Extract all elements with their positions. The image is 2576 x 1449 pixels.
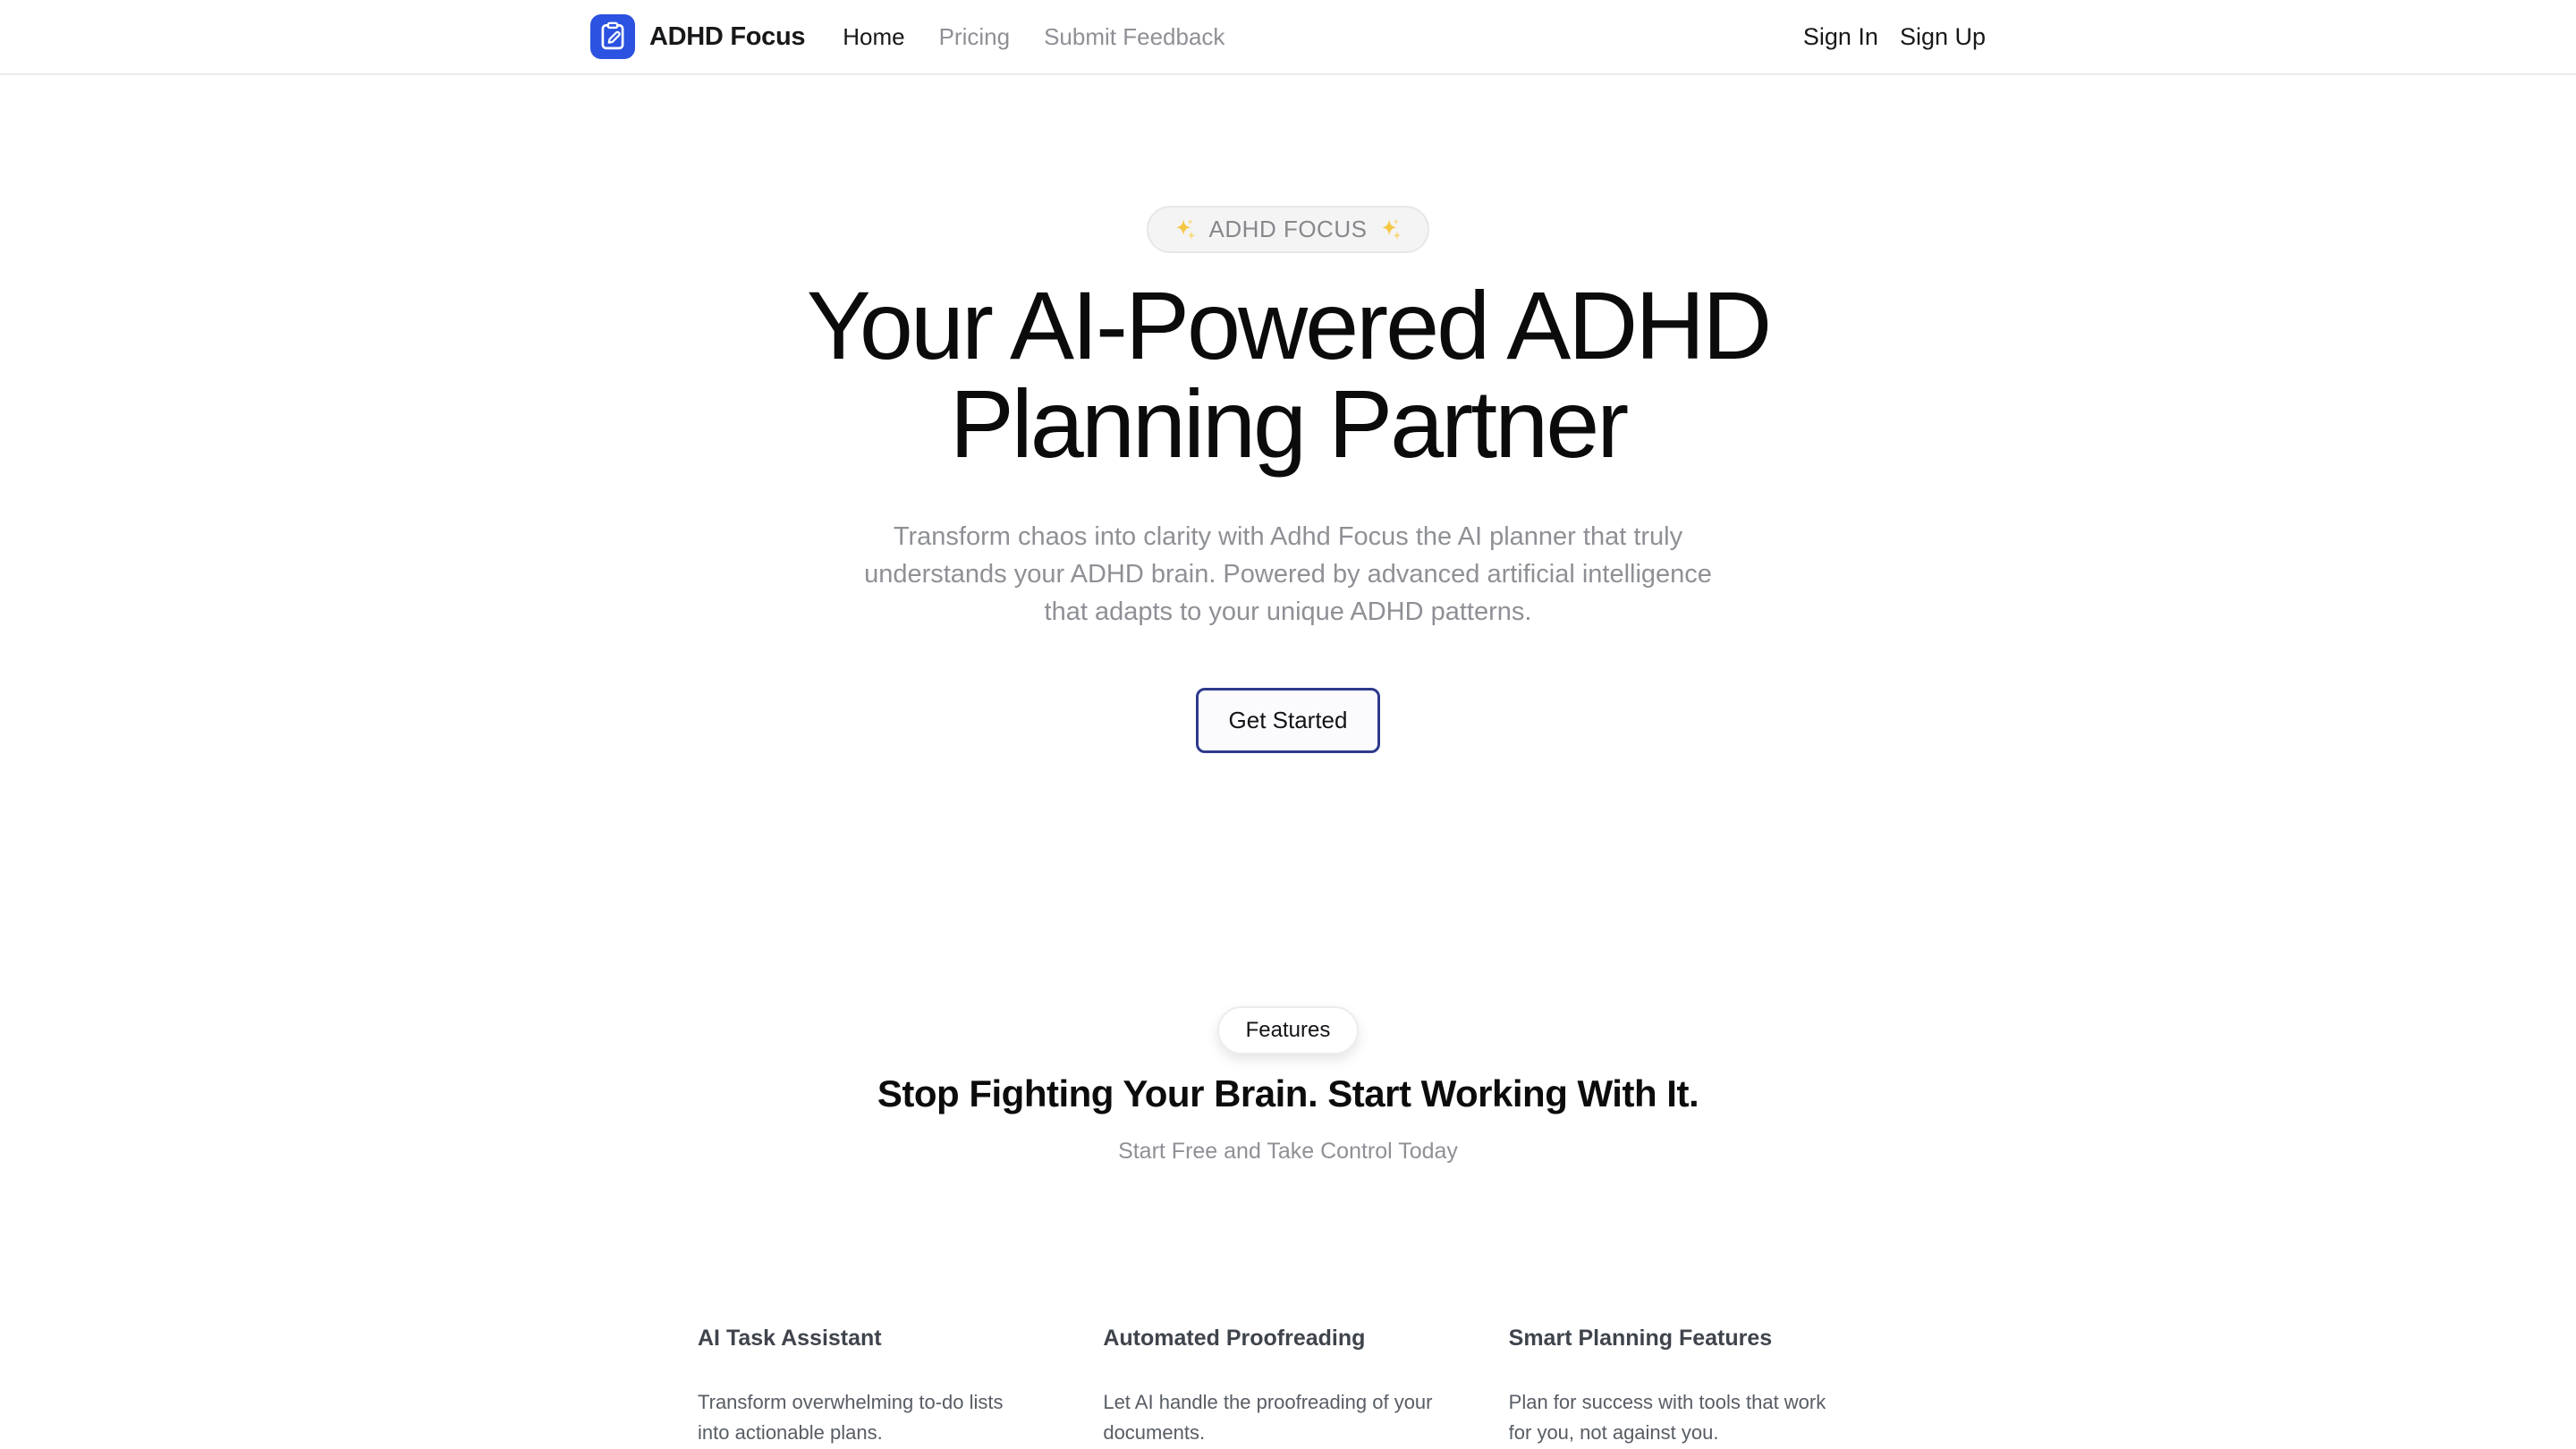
feature-description-line: documents.	[1103, 1421, 1206, 1445]
hero-subtitle-line: Transform chaos into clarity with Adhd Focus the AI planner that truly	[893, 522, 1683, 552]
features-subheading: Start Free and Take Control Today	[1118, 1139, 1458, 1165]
nav-container	[590, 14, 1986, 59]
brand-name: ADHD Focus	[649, 21, 806, 51]
feature-description	[1103, 1387, 1472, 1448]
feature-card	[1509, 1326, 1878, 1448]
feature-card	[1103, 1326, 1472, 1448]
feature-description-line: for you, not against you.	[1508, 1421, 1719, 1445]
feature-title: AI Task Assistant	[698, 1326, 882, 1352]
features-section	[0, 753, 2576, 1448]
feature-description	[1509, 1387, 1878, 1448]
nav-link-pricing[interactable]: Pricing	[938, 22, 1011, 50]
nav-link-submit-feedback[interactable]: Submit Feedback	[1044, 22, 1225, 50]
features-grid	[698, 1326, 1878, 1448]
nav-link-home[interactable]: Home	[843, 22, 905, 50]
feature-description-line: Transform overwhelming to-do lists	[698, 1391, 1004, 1414]
sparkles-icon	[1172, 216, 1199, 243]
feature-description-line: Let AI handle the proofreading of your	[1103, 1391, 1433, 1414]
main-content	[0, 75, 2576, 1448]
top-nav	[0, 0, 2576, 75]
auth-links	[1803, 23, 1986, 51]
hero-subtitle-line: understands your ADHD brain. Powered by advanced artificial intelligence	[864, 560, 1712, 589]
hero-subtitle	[0, 518, 2576, 631]
sign-up-link[interactable]: Sign Up	[1899, 22, 1986, 50]
hero-badge	[1147, 206, 1430, 253]
hero-subtitle-line: that adapts to your unique ADHD patterns.	[1044, 597, 1532, 627]
feature-card	[698, 1326, 1067, 1448]
hero-section	[0, 75, 2576, 753]
get-started-button[interactable]: Get Started	[1196, 688, 1381, 753]
sparkles-icon	[1377, 216, 1404, 243]
nav-links	[843, 23, 1224, 51]
feature-title: Smart Planning Features	[1508, 1326, 1773, 1352]
features-pill: Features	[1217, 1006, 1360, 1055]
hero-title: Your AI-Powered ADHD Planning Partner	[806, 271, 1770, 479]
feature-description	[698, 1387, 1067, 1448]
feature-title: Automated Proofreading	[1103, 1326, 1366, 1352]
features-heading: Stop Fighting Your Brain. Start Working With It.	[877, 1072, 1699, 1115]
clipboard-pencil-logo-icon	[590, 14, 635, 59]
sign-in-link[interactable]: Sign In	[1802, 22, 1878, 50]
feature-description-line: into actionable plans.	[698, 1421, 883, 1445]
feature-description-line: Plan for success with tools that work	[1508, 1391, 1826, 1414]
hero-badge-label: ADHD FOCUS	[1208, 216, 1368, 242]
brand[interactable]	[590, 14, 805, 59]
